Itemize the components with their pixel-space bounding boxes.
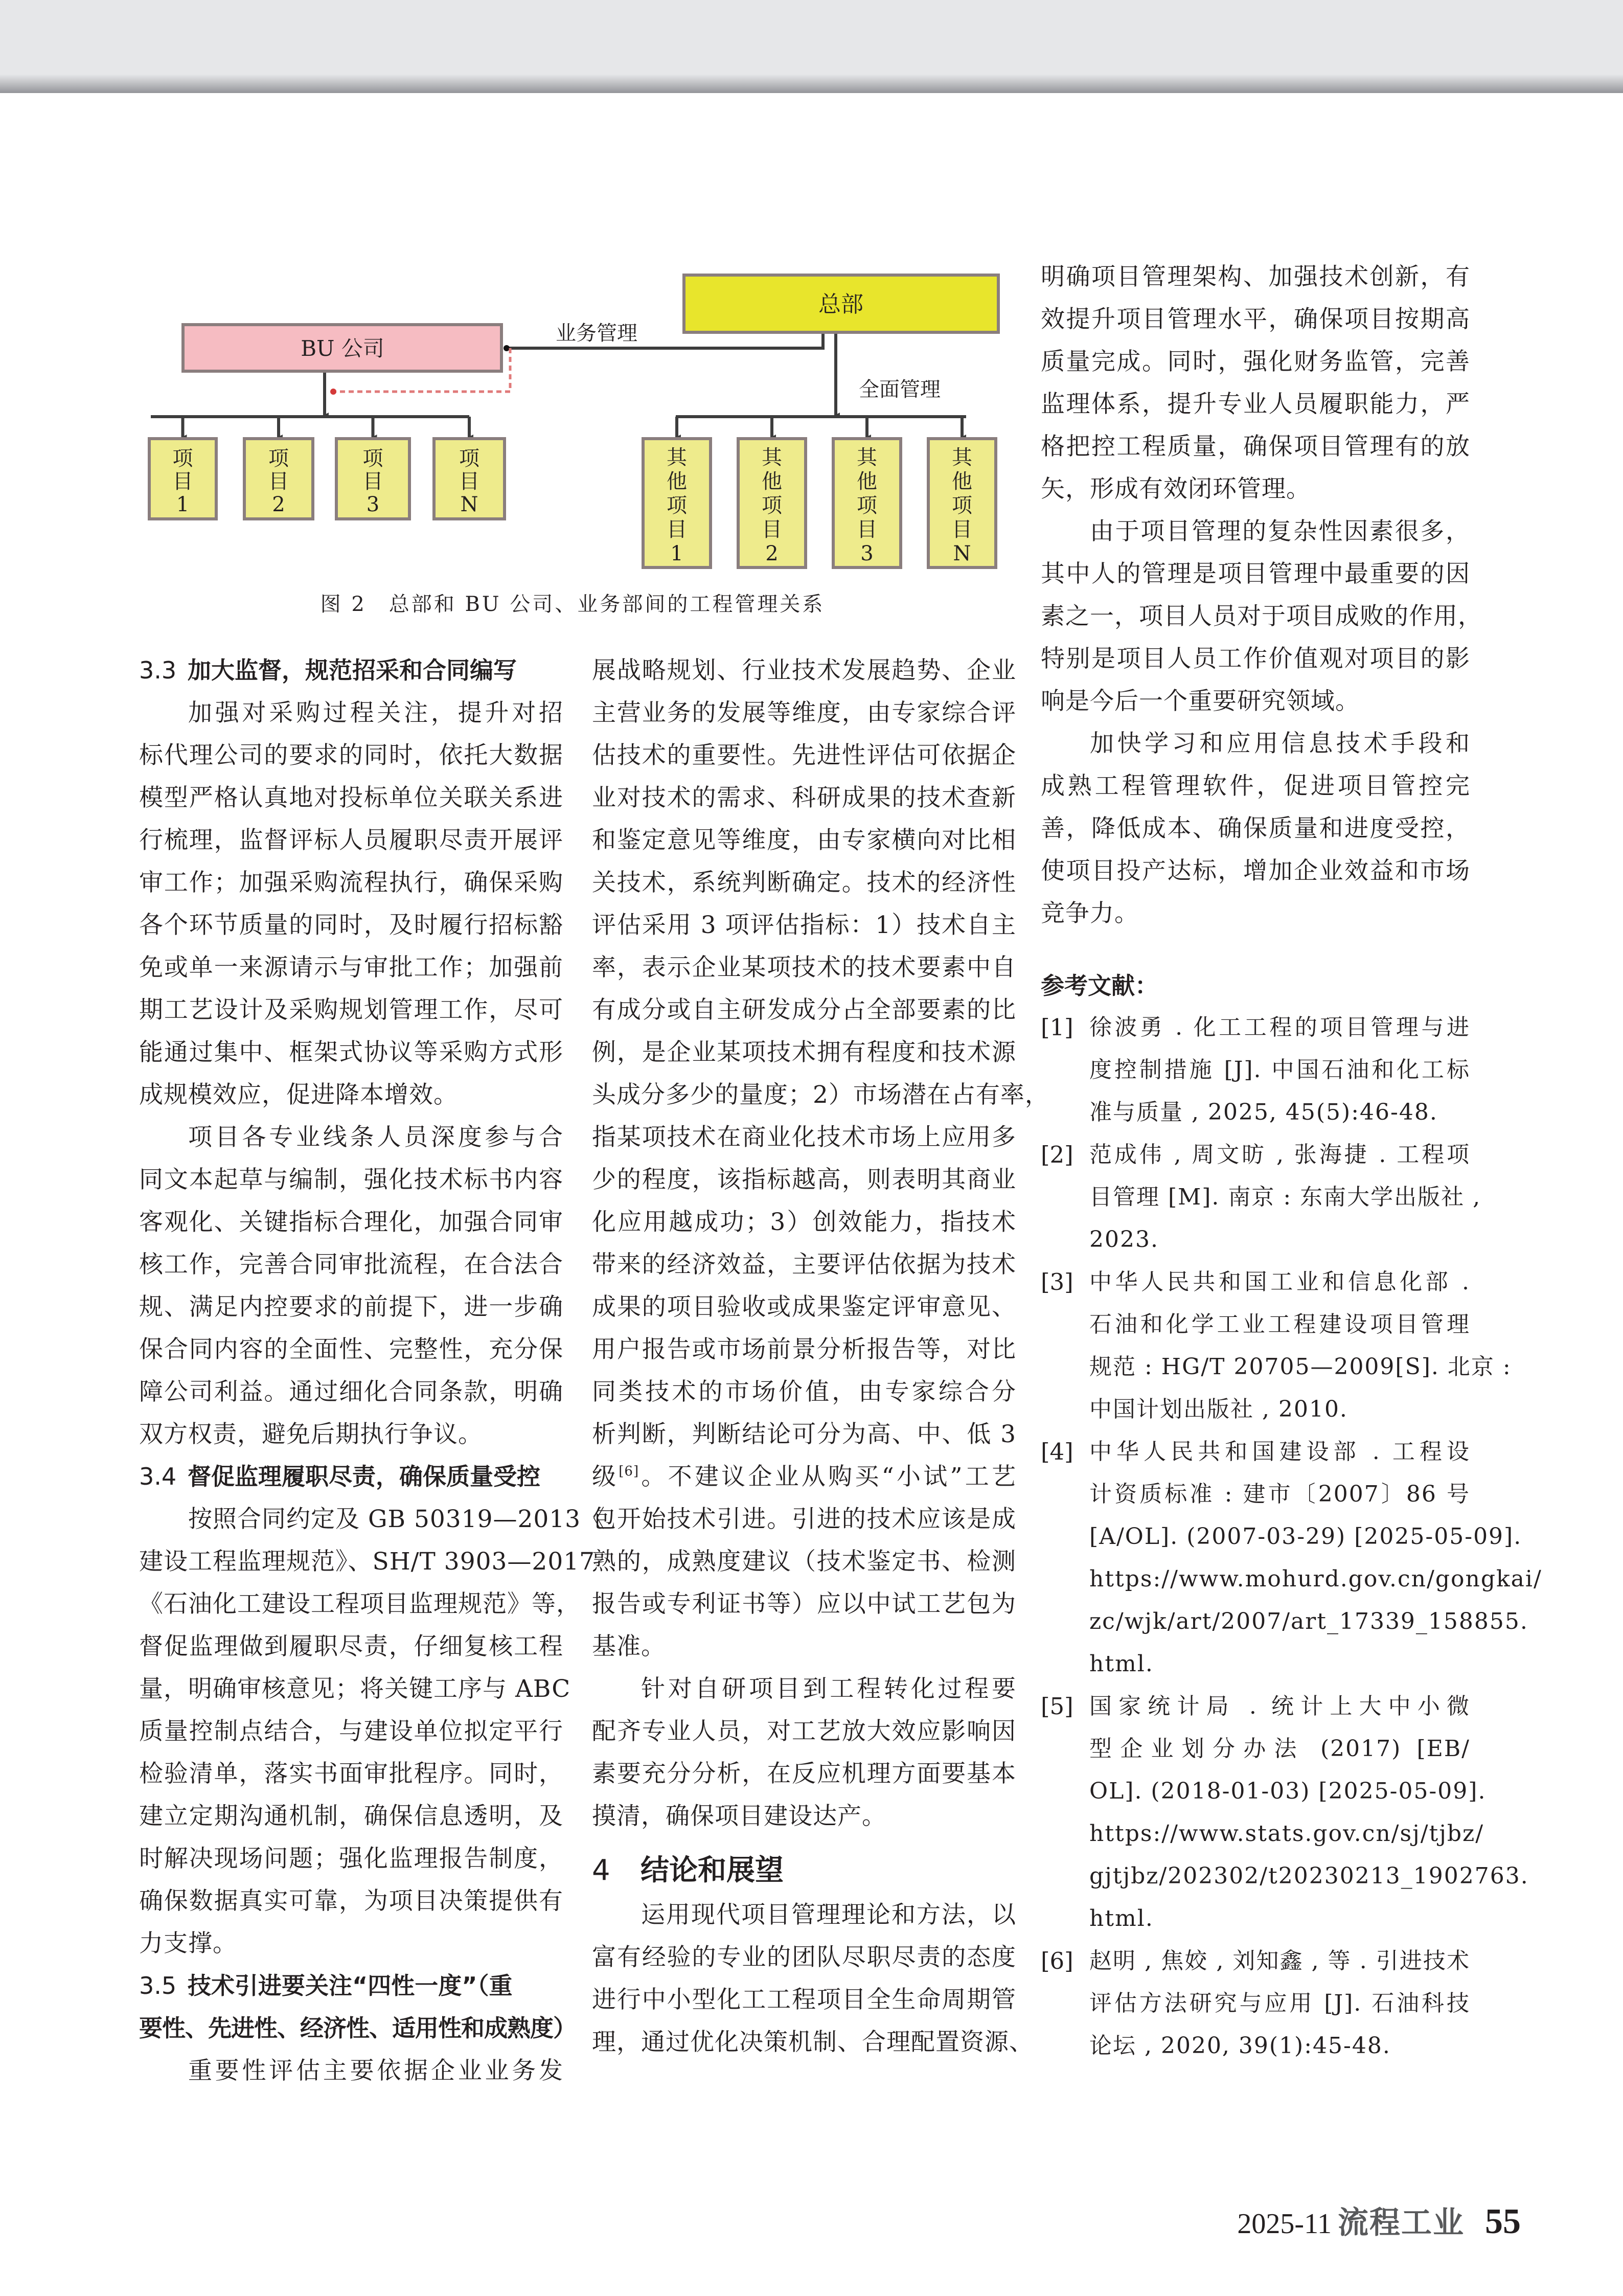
other-project-label-char: 项 [857, 494, 877, 517]
text-line: 善，降低成本、确保质量和进度受控， [1041, 814, 1470, 843]
section-title: 结论和展望 [641, 1854, 784, 1887]
text-line: 模型严格认真地对投标单位关联关系进 [139, 784, 563, 812]
paragraph [592, 1668, 1016, 1837]
text-line: 重要性评估主要依据企业业务发 [188, 2057, 563, 2085]
text-line: 使项目投产达标，增加企业效益和市场 [1041, 857, 1470, 885]
text-line: 主营业务的发展等维度，由专家综合评 [592, 699, 1016, 727]
text-line: 估技术的重要性。先进性评估可依据企 [592, 741, 1016, 769]
text-line: 素要充分分析，在反应机理方面要基本 [592, 1760, 1016, 1788]
reference-text-line: 中国计划出版社 , 2010. [1089, 1396, 1348, 1422]
text-line: 质量控制点结合，与建设单位拟定平行 [139, 1717, 563, 1745]
text-line: 《石油化工建设工程项目监理规范》等， [139, 1590, 581, 1618]
reference-text-line: 徐波勇 . 化工工程的项目管理与进 [1089, 1014, 1470, 1040]
other-project-label-char: 他 [857, 470, 877, 493]
section-number: 3.3 [139, 656, 177, 684]
text-line: 特别是项目人员工作价值观对项目的影 [1041, 645, 1470, 673]
text-line: 报告或专利证书等）应以中试工艺包为 [592, 1590, 1016, 1618]
section-heading-3-5-cont [139, 2007, 576, 2050]
text: 级 [592, 1463, 619, 1491]
text-line: 确保数据真实可靠，为项目决策提供有 [139, 1887, 563, 1915]
project-label-char: 项 [362, 447, 383, 470]
other-project-label-char: 目 [857, 518, 877, 541]
text-line: 由于项目管理的复杂性因素很多， [1090, 517, 1470, 545]
reference-number: [1] [1041, 1014, 1073, 1041]
issue-date: 2025-11 [1237, 2208, 1332, 2240]
text-line: 格把控工程质量，确保项目管理有的放 [1041, 433, 1470, 461]
text-line: 加强对采购过程关注，提升对招 [188, 699, 563, 727]
project-label-char: 目 [362, 470, 383, 493]
text-line: 各个环节质量的同时，及时履行招标豁 [139, 911, 563, 939]
text-line: 业对技术的需求、科研成果的技术查新 [592, 784, 1016, 812]
text-line: 理，通过优化决策机制、合理配置资源、 [592, 2028, 1034, 2056]
paragraph [139, 692, 563, 1116]
project-label-char: 项 [268, 447, 289, 470]
section-heading-3-5 [139, 1965, 563, 2007]
reference-text-line: zc/wjk/art/2007/art_17339_158855. [1089, 1608, 1528, 1634]
reference-text-line: 规范 : HG/T 20705—2009[S]. 北京 : [1089, 1354, 1512, 1380]
project-label-char: 目 [172, 470, 193, 493]
section-heading-3-3 [139, 649, 563, 692]
paragraph [139, 1498, 606, 1965]
text-line: 熟的，成熟度建议（技术鉴定书、检测 [592, 1548, 1016, 1576]
text-line: 时解决现场问题；强化监理报告制度， [139, 1845, 563, 1873]
text-line: 项目各专业线条人员深度参与合 [188, 1123, 563, 1151]
paragraph [1041, 510, 1482, 722]
text-line: 成规模效应，促进降本增效。 [139, 1081, 458, 1109]
text: 。不建议企业从购买“小试”工艺 [639, 1463, 1017, 1491]
text-line: 加快学习和应用信息技术手段和 [1090, 730, 1470, 758]
project-label-char: 2 [272, 493, 285, 516]
text-line: 和鉴定意见等维度，由专家横向对比相 [592, 826, 1016, 854]
reference-item [1041, 1430, 1542, 1685]
reference-text-line: 论坛 , 2020, 39(1):45-48. [1089, 2033, 1391, 2059]
text-line: 指某项技术在商业化技术市场上应用多 [592, 1123, 1016, 1151]
reference-number: [6] [1041, 1947, 1073, 1974]
reference-text-line: html. [1089, 1905, 1154, 1931]
section-number: 3.4 [139, 1463, 177, 1490]
text-line: 关技术，系统判断确定。技术的经济性 [592, 869, 1016, 897]
references-title: 参考文献： [1041, 972, 1158, 999]
reference-text-line: 度控制措施 [J]. 中国石油和化工标 [1089, 1057, 1470, 1083]
text-line: 素之一，项目人员对于项目成败的作用， [1041, 602, 1482, 630]
text-line: 检验清单，落实书面审批程序。同时， [139, 1760, 563, 1788]
reference-number: [3] [1041, 1268, 1073, 1295]
text-line: 双方权责，避免后期执行争议。 [139, 1420, 483, 1448]
text-line: 率，表示企业某项技术的技术要素中自 [592, 953, 1016, 982]
text-line: 保合同内容的全面性、完整性，充分保 [139, 1335, 563, 1363]
text-line: 同类技术的市场价值，由专家综合分 [592, 1378, 1016, 1406]
text-line: 化应用越成功；3）创效能力，指技术 [592, 1208, 1016, 1236]
text-line: 力支撑。 [139, 1929, 237, 1958]
reference-list [1041, 1006, 1542, 2067]
page-number: 55 [1485, 2202, 1521, 2241]
text-line: 障公司利益。通过细化合同条款，明确 [139, 1378, 563, 1406]
project-label-char: 项 [172, 447, 193, 470]
other-project-label-char: 1 [670, 542, 683, 565]
reference-item [1041, 1133, 1481, 1261]
section-title: 加大监督，规范招采和合同编写 [188, 656, 517, 684]
reference-item [1041, 1006, 1470, 1133]
reference-text-line: 计资质标准 : 建市〔2007〕86 号 [1089, 1481, 1470, 1507]
reference-text-line: 准与质量 , 2025, 45(5):46-48. [1089, 1099, 1438, 1125]
reference-text-line: 中华人民共和国工业和信息化部 . [1089, 1269, 1470, 1295]
other-project-label-char: 2 [765, 542, 779, 565]
other-project-label-char: 其 [762, 446, 782, 469]
project-label-char: 项 [459, 447, 479, 470]
text-line: 用户报告或市场前景分析报告等，对比 [592, 1335, 1016, 1363]
text-line: 例，是企业某项技术拥有程度和技术源 [592, 1038, 1016, 1066]
reference-number: [5] [1041, 1693, 1073, 1720]
text-line: 督促监理做到履职尽责，仔细复核工程 [139, 1632, 563, 1661]
reference-text-line[interactable]: https://www.mohurd.gov.cn/gongkai/ [1089, 1566, 1542, 1592]
text-line: 头成分多少的量度；2）市场潜在占有率， [592, 1081, 1049, 1109]
bu-label: BU 公司 [301, 336, 384, 361]
text-line: 规、满足内控要求的前提下，进一步确 [139, 1293, 563, 1321]
other-project-label-char: 项 [952, 494, 972, 517]
project-label-char: N [460, 493, 478, 516]
text-line: 监理体系，提升专业人员履职能力，严 [1041, 390, 1470, 418]
reference-item [1041, 1940, 1470, 2067]
paragraph [592, 649, 1049, 1456]
text-line: 客观化、关键指标合理化，加强合同审 [139, 1208, 563, 1236]
other-project-label-char: 他 [952, 470, 972, 493]
figure-management-relationship [133, 256, 1012, 603]
reference-text-line: 评估方法研究与应用 [J]. 石油科技 [1089, 1990, 1470, 2016]
figure-caption: 图 2 总部和 BU 公司、业务部间的工程管理关系 [320, 593, 825, 616]
citation[interactable]: [6] [619, 1464, 639, 1479]
hq-label: 总部 [818, 291, 863, 317]
other-project-label-char: 其 [952, 446, 972, 469]
text-line: 析判断，判断结论可分为高、中、低 3 [592, 1420, 1016, 1448]
text-line: 同文本起草与编制，强化技术标书内容 [139, 1166, 563, 1194]
text-line: 成果的项目验收或成果鉴定评审意见、 [592, 1293, 1016, 1321]
project-label-char: 3 [366, 493, 380, 516]
reference-text-line: gjtjbz/202302/t20230213_1902763. [1089, 1863, 1529, 1889]
top-band [0, 0, 1623, 93]
other-project-label-char: 其 [667, 446, 687, 469]
paragraph [1041, 722, 1470, 935]
project-label-char: 1 [176, 493, 190, 516]
reference-text-line: 2023. [1089, 1226, 1159, 1253]
text-line: 配齐专业人员，对工艺放大效应影响因 [592, 1717, 1016, 1745]
text-line: 摸清，确保项目建设达产。 [592, 1802, 886, 1830]
text-line: 免或单一来源请示与审批工作；加强前 [139, 953, 563, 982]
reference-text-line: 型企业划分办法 (2017) [EB/ [1089, 1736, 1470, 1762]
other-project-label-char: 目 [952, 518, 972, 541]
text-line: 效提升项目管理水平，确保项目按期高 [1041, 305, 1470, 333]
text-line: 能通过集中、框架式协议等采购方式形 [139, 1038, 563, 1066]
text-line: 按照合同约定及 GB 50319—2013《 [188, 1505, 606, 1533]
section-title: 技术引进要关注“四性一度”（重 [188, 1972, 513, 1999]
text-line: 基准。 [592, 1632, 666, 1661]
middle-column [592, 649, 1049, 2063]
text-line: 期工艺设计及采购规划管理工作，尽可 [139, 996, 563, 1024]
text-line: 标代理公司的要求的同时，依托大数据 [139, 741, 563, 769]
section-heading-4 [592, 1837, 1016, 1894]
text-line: 响是今后一个重要研究领域。 [1041, 687, 1360, 715]
paragraph [592, 1498, 1016, 1668]
journal-name: 流程工业 [1338, 2206, 1465, 2240]
reference-item [1041, 1685, 1529, 1940]
text-line: 包开始技术引进。引进的技术应该是成 [592, 1505, 1016, 1533]
other-project-label-char: 他 [762, 470, 782, 493]
project-label-char: 目 [268, 470, 289, 493]
text-line: 明确项目管理架构、加强技术创新，有 [1041, 263, 1470, 291]
section-number: 3.5 [139, 1972, 177, 1999]
section-heading-3-4 [139, 1456, 563, 1498]
right-column [1041, 256, 1542, 2067]
reference-text-line: 范成伟 , 周文昉 , 张海捷 . 工程项 [1089, 1142, 1470, 1168]
text-line: 核工作，完善合同审批流程，在合法合 [139, 1251, 563, 1279]
reference-text-line: html. [1089, 1651, 1154, 1677]
text-line: 运用现代项目管理理论和方法，以 [641, 1901, 1016, 1929]
org-diagram [133, 256, 1012, 603]
section-number: 4 [592, 1854, 610, 1887]
text-line: 带来的经济效益，主要评估依据为技术 [592, 1251, 1016, 1279]
reference-text-line: 赵明 , 焦姣 , 刘知鑫 , 等 . 引进技术 [1089, 1948, 1470, 1974]
section-title-cont: 要性、先进性、经济性、适用性和成熟度） [139, 2014, 576, 2042]
reference-text-line: 目管理 [M]. 南京 : 东南大学出版社 , [1089, 1184, 1481, 1210]
text-line: 量，明确审核意见；将关键工序与 ABC [139, 1675, 571, 1703]
business-mgmt-label: 业务管理 [556, 322, 637, 345]
text-line: 建设工程监理规范》、SH/T 3903—2017 [139, 1548, 596, 1576]
text-line: 有成分或自主研发成分占全部要素的比 [592, 996, 1016, 1024]
left-column [139, 649, 606, 2092]
full-mgmt-label: 全面管理 [859, 378, 941, 401]
reference-text-line: 中华人民共和国建设部 . 工程设 [1089, 1439, 1470, 1465]
text-line: 评估采用 3 项评估指标：1）技术自主 [592, 911, 1016, 939]
paragraph [592, 1894, 1034, 2063]
project-label-char: 目 [459, 470, 479, 493]
text-line: 行梳理，监督评标人员履职尽责开展评 [139, 826, 563, 854]
text-line: 建立定期沟通机制，确保信息透明，及 [139, 1802, 563, 1830]
text-line: 针对自研项目到工程转化过程要 [641, 1675, 1016, 1703]
text-line: 质量完成。同时，强化财务监管，完善 [1041, 348, 1470, 376]
text-line: 富有经验的专业的团队尽职尽责的态度 [592, 1943, 1016, 1971]
other-project-label-char: 他 [667, 470, 687, 493]
reference-text-line: OL]. (2018-01-03) [2025-05-09]. [1089, 1778, 1487, 1804]
text-line: 其中人的管理是项目管理中最重要的因 [1041, 560, 1470, 588]
other-project-label-char: N [953, 542, 971, 565]
text-line-with-citation [592, 1456, 1016, 1498]
other-project-label-char: 项 [667, 494, 687, 517]
text-line: 竞争力。 [1041, 899, 1139, 927]
other-project-label-char: 项 [762, 494, 782, 517]
other-project-label-char: 目 [667, 518, 687, 541]
reference-item [1041, 1261, 1512, 1430]
text-line: 审工作；加强采购流程执行，确保采购 [139, 869, 563, 897]
section-title: 督促监理履职尽责，确保质量受控 [188, 1463, 540, 1490]
reference-text-line[interactable]: https://www.stats.gov.cn/sj/tjbz/ [1089, 1821, 1484, 1847]
text-line: 少的程度，该指标越高，则表明其商业 [592, 1166, 1016, 1194]
reference-text-line: [A/OL]. (2007-03-29) [2025-05-09]. [1089, 1524, 1522, 1550]
other-project-label-char: 3 [860, 542, 874, 565]
page-footer [1237, 2198, 1521, 2242]
text-line: 展战略规划、行业技术发展趋势、企业 [592, 656, 1016, 685]
reference-number: [4] [1041, 1438, 1073, 1465]
text-line: 矢，形成有效闭环管理。 [1041, 475, 1311, 503]
reference-number: [2] [1041, 1141, 1073, 1168]
text-line: 成熟工程管理软件，促进项目管控完 [1041, 772, 1470, 800]
reference-text-line: 国家统计局 . 统计上大中小微 [1089, 1693, 1470, 1719]
reference-text-line: 石油和化学工业工程建设项目管理 [1089, 1311, 1470, 1337]
other-project-label-char: 目 [762, 518, 782, 541]
paragraph [1041, 256, 1470, 510]
text-line: 进行中小型化工工程项目全生命周期管 [592, 1986, 1016, 2014]
other-project-label-char: 其 [857, 446, 877, 469]
paragraph [139, 1116, 563, 1456]
